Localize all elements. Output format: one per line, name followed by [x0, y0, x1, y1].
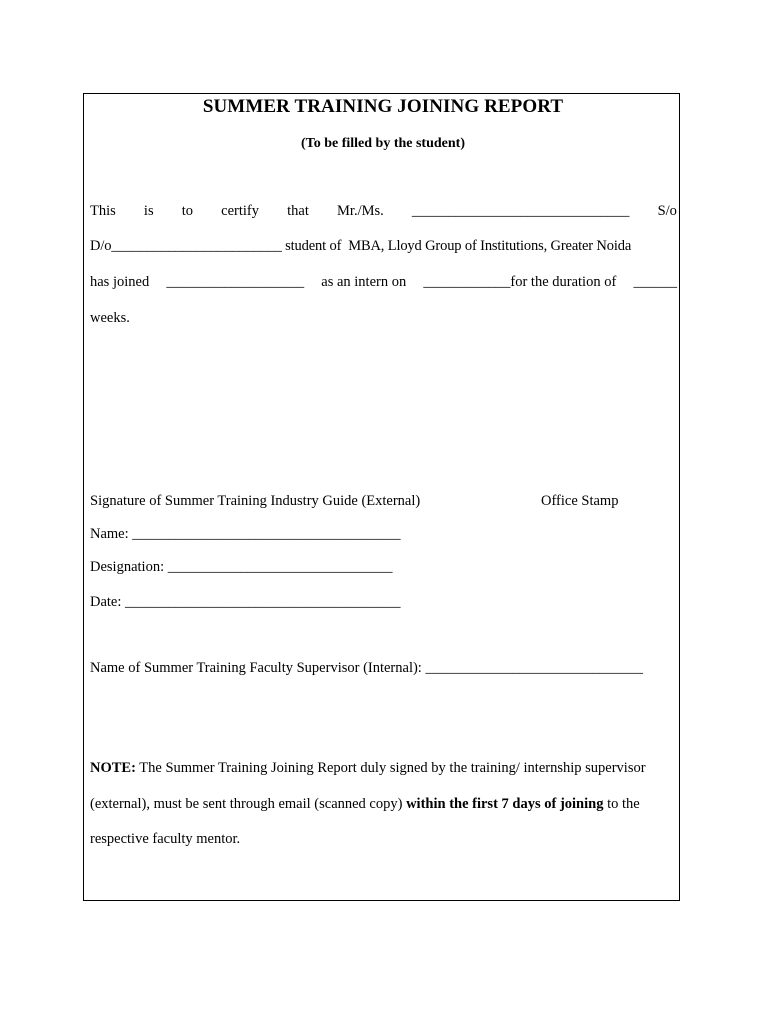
- note-line-1: [90, 759, 646, 777]
- duration-blank[interactable]: ______: [633, 274, 677, 290]
- certify-line-4: weeks.: [90, 310, 130, 326]
- certify-word: S/o: [657, 203, 677, 219]
- certify-word: This: [90, 203, 116, 219]
- note-line-2: [90, 795, 640, 813]
- office-stamp-label: Office Stamp: [541, 493, 619, 509]
- note-text: The Summer Training Joining Report duly signed by the training/ internship supervisor: [135, 760, 646, 776]
- page-subtitle: (To be filled by the student): [300, 136, 465, 151]
- certify-word: to: [181, 203, 194, 219]
- note-text: (external), must be sent through email (scanned copy): [90, 796, 407, 812]
- company-blank[interactable]: ___________________: [166, 274, 305, 290]
- certify-line-3: [90, 273, 677, 291]
- page-title: SUMMER TRAINING JOINING REPORT: [202, 96, 564, 117]
- guide-signature-label: Signature of Summer Training Industry Guide (External): [90, 493, 421, 509]
- certify-word: as an intern on: [321, 274, 407, 290]
- certify-word: Mr./Ms.: [337, 203, 384, 219]
- certify-word: that: [287, 203, 309, 219]
- note-line-3: respective faculty mentor.: [90, 831, 241, 847]
- note-text: to the: [603, 796, 640, 812]
- guide-date-field[interactable]: Date: ______________________________________: [90, 594, 401, 610]
- note-label: NOTE:: [90, 760, 136, 776]
- student-name-blank[interactable]: ______________________________: [411, 203, 630, 219]
- certify-line-2: D/o________________________ student of MBA, Lloyd Group of Institutions, Greater Noida: [90, 238, 632, 254]
- note-deadline: within the first 7 days of joining: [406, 796, 604, 812]
- guide-name-field[interactable]: Name: _____________________________________: [90, 526, 401, 542]
- certify-line-1: [90, 202, 677, 220]
- guide-designation-field[interactable]: Designation: _______________________________: [90, 559, 393, 575]
- certify-word: is: [143, 203, 154, 219]
- certify-word: certify: [221, 203, 259, 219]
- start-date-blank[interactable]: ____________for the duration of: [423, 274, 617, 290]
- certify-word: has joined: [90, 274, 150, 290]
- faculty-supervisor-field[interactable]: Name of Summer Training Faculty Supervisor (Internal): ______________________________: [90, 660, 643, 676]
